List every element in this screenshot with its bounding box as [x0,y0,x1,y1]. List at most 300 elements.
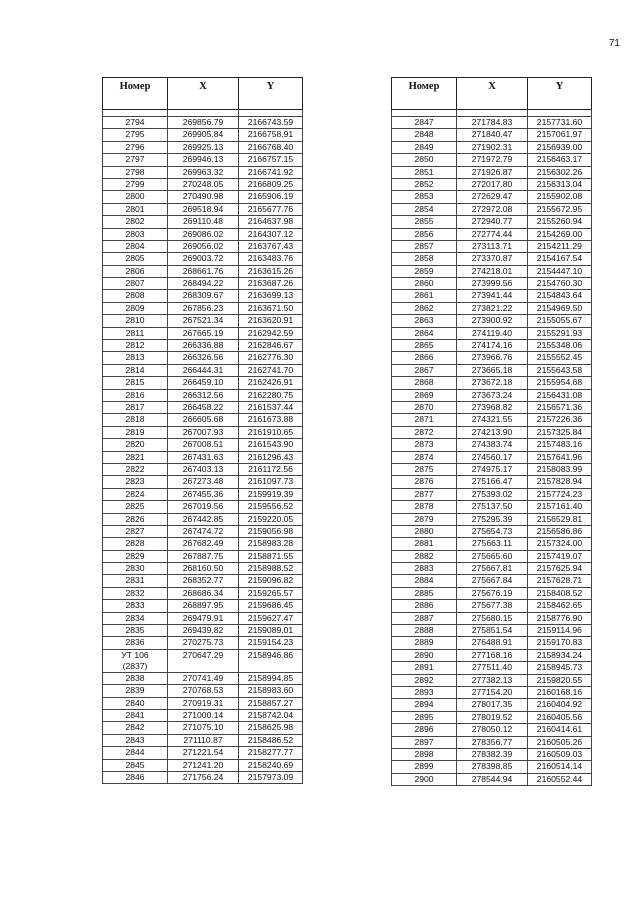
point-number-cell: 2883 [392,563,457,575]
y-coordinate-cell: 2156939.00 [528,141,592,153]
y-coordinate-cell: 2154969.50 [528,302,592,314]
x-coordinate-cell: 271110.87 [168,734,239,746]
point-number-cell: 2804 [103,240,168,252]
x-coordinate-cell: 266312.56 [168,389,239,401]
table-row [103,625,303,637]
point-number-cell: 2860 [392,278,457,290]
table-row [103,253,303,265]
x-coordinate-cell: 269110.48 [168,216,239,228]
header-gap-row [103,110,303,117]
y-coordinate-cell: 2161673.88 [239,414,303,426]
y-coordinate-cell: 2158408.52 [528,587,592,599]
point-number-cell: 2841 [103,709,168,721]
x-coordinate-cell: 267682.49 [168,538,239,550]
y-coordinate-cell: 2160414.61 [528,724,592,736]
y-coordinate-cell: 2159154.23 [239,637,303,649]
y-coordinate-cell: 2161172.56 [239,463,303,475]
table-row [103,166,303,178]
point-number-cell: 2873 [392,439,457,451]
x-coordinate-cell: 271784.83 [457,117,528,129]
point-number-cell: 2814 [103,364,168,376]
table-row [103,401,303,413]
point-number-cell: 2813 [103,352,168,364]
y-coordinate-cell: 2166741.92 [239,166,303,178]
point-number-cell: 2855 [392,216,457,228]
point-number-cell: 2899 [392,761,457,773]
y-coordinate-cell: 2157731.60 [528,117,592,129]
x-coordinate-cell: 275665.60 [457,550,528,562]
table-row [103,178,303,190]
table-row [392,203,592,215]
point-number-cell: 2877 [392,488,457,500]
table-row [392,352,592,364]
table-row [103,352,303,364]
y-coordinate-cell: 2157061.97 [528,129,592,141]
point-number-cell: 2848 [392,129,457,141]
point-number-cell: 2894 [392,699,457,711]
point-number-cell: 2892 [392,674,457,686]
x-coordinate-cell: 266336.88 [168,340,239,352]
point-number-cell: 2897 [392,736,457,748]
y-coordinate-cell: 2155055.67 [528,315,592,327]
y-coordinate-cell: 2158776.90 [528,612,592,624]
point-number-cell: 2879 [392,513,457,525]
point-number-cell: 2812 [103,340,168,352]
y-coordinate-cell: 2154211.29 [528,240,592,252]
x-coordinate-cell: 267442.85 [168,513,239,525]
x-coordinate-cell: 270275.73 [168,637,239,649]
x-coordinate-cell: 269003.72 [168,253,239,265]
x-coordinate-cell: 271840.47 [457,129,528,141]
y-coordinate-cell: 2159686.45 [239,600,303,612]
table-row [103,451,303,463]
table-row [392,216,592,228]
point-number-cell: 2885 [392,587,457,599]
table-row [103,759,303,771]
point-number-cell: 2865 [392,340,457,352]
point-number-cell: 2859 [392,265,457,277]
y-coordinate-cell: 2163699.13 [239,290,303,302]
x-coordinate-cell: 272774.44 [457,228,528,240]
x-coordinate-cell: 269963.32 [168,166,239,178]
x-coordinate-cell: 274383.74 [457,439,528,451]
y-coordinate-cell: 2166757.15 [239,154,303,166]
y-coordinate-cell: 2158240.69 [239,759,303,771]
point-number-cell: 2801 [103,203,168,215]
point-number-cell: 2807 [103,278,168,290]
table-row [392,649,592,661]
y-coordinate-cell: 2160509.03 [528,748,592,760]
point-number-cell: 2871 [392,414,457,426]
point-number-cell: 2843 [103,734,168,746]
table-row [103,488,303,500]
x-coordinate-cell: 273968.82 [457,401,528,413]
y-coordinate-cell: 2159056.98 [239,525,303,537]
table-row [392,253,592,265]
table-row [103,377,303,389]
point-number-cell: 2875 [392,463,457,475]
point-number-cell: 2825 [103,501,168,513]
x-coordinate-cell: 268686.34 [168,587,239,599]
point-number-cell: УТ 106 (2837) [103,649,168,672]
point-number-cell: 2799 [103,178,168,190]
y-coordinate-cell: 2159220.05 [239,513,303,525]
y-coordinate-cell: 2162280.75 [239,389,303,401]
table-row [392,451,592,463]
point-number-cell: 2880 [392,525,457,537]
y-coordinate-cell: 2156431.08 [528,389,592,401]
point-number-cell: 2817 [103,401,168,413]
y-coordinate-cell: 2166809.25 [239,178,303,190]
table-row [103,513,303,525]
y-coordinate-cell: 2164637.98 [239,216,303,228]
y-coordinate-cell: 2162776.30 [239,352,303,364]
y-coordinate-cell: 2161910.65 [239,426,303,438]
table-row [392,414,592,426]
y-coordinate-cell: 2157226.36 [528,414,592,426]
table-row [103,587,303,599]
point-number-cell: 2821 [103,451,168,463]
table-row [392,129,592,141]
y-coordinate-cell: 2156529.81 [528,513,592,525]
point-number-cell: 2845 [103,759,168,771]
x-coordinate-cell: 277154.20 [457,686,528,698]
table-row [392,290,592,302]
table-row [103,501,303,513]
y-coordinate-cell: 2158625.98 [239,722,303,734]
x-coordinate-cell: 274975.17 [457,463,528,475]
y-coordinate-cell: 2162741.70 [239,364,303,376]
point-number-cell: 2876 [392,476,457,488]
y-coordinate-cell: 2156313.04 [528,178,592,190]
y-coordinate-cell: 2164307.12 [239,228,303,240]
y-coordinate-cell: 2162942.59 [239,327,303,339]
x-coordinate-cell: 272017.80 [457,178,528,190]
y-coordinate-cell: 2159089.01 [239,625,303,637]
table-row [392,364,592,376]
y-coordinate-cell: 2160168.16 [528,686,592,698]
table-row [103,426,303,438]
table-row [392,761,592,773]
y-coordinate-cell: 2154843.64 [528,290,592,302]
y-coordinate-cell: 2158983.28 [239,538,303,550]
y-coordinate-cell: 2157641.96 [528,451,592,463]
table-row [103,340,303,352]
point-number-cell: 2818 [103,414,168,426]
x-coordinate-cell: 267665.19 [168,327,239,339]
x-coordinate-cell: 273821.22 [457,302,528,314]
point-number-cell: 2816 [103,389,168,401]
x-coordinate-cell: 271902.31 [457,141,528,153]
x-coordinate-cell: 275166.47 [457,476,528,488]
point-number-cell: 2891 [392,662,457,674]
y-coordinate-cell: 2156571.36 [528,401,592,413]
x-coordinate-cell: 270741.49 [168,672,239,684]
column-header-x: X [168,78,239,110]
x-coordinate-cell: 275851.54 [457,625,528,637]
table-row [103,141,303,153]
x-coordinate-cell: 267474.72 [168,525,239,537]
y-coordinate-cell: 2160405.56 [528,711,592,723]
point-number-cell: 2866 [392,352,457,364]
x-coordinate-cell: 269479.91 [168,612,239,624]
x-coordinate-cell: 268160.50 [168,563,239,575]
point-number-cell: 2863 [392,315,457,327]
point-number-cell: 2836 [103,637,168,649]
point-number-cell: 2820 [103,439,168,451]
point-number-cell: 2864 [392,327,457,339]
column-header-y: Y [239,78,303,110]
point-number-cell: 2884 [392,575,457,587]
x-coordinate-cell: 273900.92 [457,315,528,327]
table-row [392,191,592,203]
table-row [103,265,303,277]
x-coordinate-cell: 266326.56 [168,352,239,364]
y-coordinate-cell: 2163687.26 [239,278,303,290]
point-number-cell: 2811 [103,327,168,339]
y-coordinate-cell: 2158462.65 [528,600,592,612]
point-number-cell: 2898 [392,748,457,760]
table-row [103,734,303,746]
y-coordinate-cell: 2157161.40 [528,501,592,513]
x-coordinate-cell: 269946.13 [168,154,239,166]
table-row [103,685,303,697]
y-coordinate-cell: 2155291.93 [528,327,592,339]
x-coordinate-cell: 273672.18 [457,377,528,389]
x-coordinate-cell: 275667.84 [457,575,528,587]
y-coordinate-cell: 2163620.91 [239,315,303,327]
y-coordinate-cell: 2160404.92 [528,699,592,711]
x-coordinate-cell: 269925.13 [168,141,239,153]
table-row [392,736,592,748]
table-row [392,117,592,129]
point-number-cell: 2842 [103,722,168,734]
x-coordinate-cell: 274213.90 [457,426,528,438]
point-number-cell: 2832 [103,587,168,599]
y-coordinate-cell: 2158083.99 [528,463,592,475]
table-row [103,722,303,734]
table-row [103,637,303,649]
point-number-cell: 2827 [103,525,168,537]
x-coordinate-cell: 272940.77 [457,216,528,228]
x-coordinate-cell: 266458.22 [168,401,239,413]
x-coordinate-cell: 278017.35 [457,699,528,711]
x-coordinate-cell: 269518.94 [168,203,239,215]
point-number-cell: 2857 [392,240,457,252]
x-coordinate-cell: 275654.73 [457,525,528,537]
x-coordinate-cell: 267431.63 [168,451,239,463]
table-row [392,699,592,711]
point-number-cell: 2874 [392,451,457,463]
point-number-cell: 2838 [103,672,168,684]
table-row [392,501,592,513]
point-number-cell: 2856 [392,228,457,240]
y-coordinate-cell: 2156586.86 [528,525,592,537]
y-coordinate-cell: 2163767.43 [239,240,303,252]
x-coordinate-cell: 275295.39 [457,513,528,525]
point-number-cell: 2796 [103,141,168,153]
table-row [392,674,592,686]
point-number-cell: 2822 [103,463,168,475]
y-coordinate-cell: 2156302.26 [528,166,592,178]
y-coordinate-cell: 2159170.83 [528,637,592,649]
point-number-cell: 2840 [103,697,168,709]
point-number-cell: 2853 [392,191,457,203]
x-coordinate-cell: 274174.16 [457,340,528,352]
x-coordinate-cell: 270647.29 [168,649,239,672]
point-number-cell: 2800 [103,191,168,203]
table-row [392,538,592,550]
x-coordinate-cell: 274218.01 [457,265,528,277]
table-row [392,463,592,475]
x-coordinate-cell: 271241.20 [168,759,239,771]
y-coordinate-cell: 2158934.24 [528,649,592,661]
table-row [392,141,592,153]
x-coordinate-cell: 270919.31 [168,697,239,709]
point-number-cell: 2854 [392,203,457,215]
y-coordinate-cell: 2160552.44 [528,773,592,785]
y-coordinate-cell: 2158857.27 [239,697,303,709]
table-row [392,686,592,698]
y-coordinate-cell: 2155643.58 [528,364,592,376]
point-number-cell: 2826 [103,513,168,525]
x-coordinate-cell: 269439.82 [168,625,239,637]
x-coordinate-cell: 268897.95 [168,600,239,612]
point-number-cell: 2900 [392,773,457,785]
table-row [103,154,303,166]
table-row [392,587,592,599]
y-coordinate-cell: 2155348.06 [528,340,592,352]
y-coordinate-cell: 2158486.52 [239,734,303,746]
x-coordinate-cell: 267007.93 [168,426,239,438]
table-row [103,612,303,624]
table-header-row [392,78,592,110]
table-row [103,575,303,587]
point-number-cell: 2893 [392,686,457,698]
column-header-y: Y [528,78,592,110]
table-row [392,748,592,760]
column-header-number: Номер [103,78,168,110]
x-coordinate-cell: 267856.23 [168,302,239,314]
page-number: 71 [608,38,620,49]
table-row [103,117,303,129]
table-row [392,625,592,637]
table-row [103,563,303,575]
y-coordinate-cell: 2155260.94 [528,216,592,228]
point-number-cell: 2819 [103,426,168,438]
y-coordinate-cell: 2159556.52 [239,501,303,513]
x-coordinate-cell: 273370.87 [457,253,528,265]
x-coordinate-cell: 268352.77 [168,575,239,587]
y-coordinate-cell: 2159919.39 [239,488,303,500]
y-coordinate-cell: 2159096.82 [239,575,303,587]
table-row [392,278,592,290]
x-coordinate-cell: 267521.34 [168,315,239,327]
y-coordinate-cell: 2159627.47 [239,612,303,624]
y-coordinate-cell: 2154760.30 [528,278,592,290]
x-coordinate-cell: 267403.13 [168,463,239,475]
x-coordinate-cell: 276488.91 [457,637,528,649]
table-row [392,488,592,500]
point-number-cell: 2795 [103,129,168,141]
y-coordinate-cell: 2160505.26 [528,736,592,748]
point-number-cell: 2849 [392,141,457,153]
x-coordinate-cell: 270768.53 [168,685,239,697]
table-row [392,711,592,723]
table-row [103,327,303,339]
table-row [103,191,303,203]
point-number-cell: 2882 [392,550,457,562]
point-number-cell: 2828 [103,538,168,550]
point-number-cell: 2867 [392,364,457,376]
x-coordinate-cell: 271926.87 [457,166,528,178]
x-coordinate-cell: 269905.84 [168,129,239,141]
table-row [392,315,592,327]
y-coordinate-cell: 2158945.73 [528,662,592,674]
x-coordinate-cell: 272629.47 [457,191,528,203]
table-row [103,538,303,550]
x-coordinate-cell: 271000.14 [168,709,239,721]
y-coordinate-cell: 2154269.00 [528,228,592,240]
table-row [103,228,303,240]
x-coordinate-cell: 267019.56 [168,501,239,513]
point-number-cell: 2851 [392,166,457,178]
x-coordinate-cell: 269856.79 [168,117,239,129]
table-row [392,575,592,587]
table-row [392,302,592,314]
x-coordinate-cell: 266444.31 [168,364,239,376]
table-row [103,771,303,783]
point-number-cell: 2810 [103,315,168,327]
point-number-cell: 2834 [103,612,168,624]
y-coordinate-cell: 2163483.76 [239,253,303,265]
x-coordinate-cell: 277168.16 [457,649,528,661]
point-number-cell: 2888 [392,625,457,637]
x-coordinate-cell: 273966.76 [457,352,528,364]
point-number-cell: 2829 [103,550,168,562]
table-row [103,216,303,228]
y-coordinate-cell: 2161543.90 [239,439,303,451]
table-row [392,377,592,389]
table-row [103,600,303,612]
y-coordinate-cell: 2158946.86 [239,649,303,672]
y-coordinate-cell: 2161097.73 [239,476,303,488]
table-row [392,439,592,451]
point-number-cell: 2809 [103,302,168,314]
y-coordinate-cell: 2162846.67 [239,340,303,352]
point-number-cell: 2794 [103,117,168,129]
y-coordinate-cell: 2157625.94 [528,563,592,575]
x-coordinate-cell: 277382.13 [457,674,528,686]
y-coordinate-cell: 2158994.85 [239,672,303,684]
x-coordinate-cell: 266459.10 [168,377,239,389]
point-number-cell: 2878 [392,501,457,513]
point-number-cell: 2890 [392,649,457,661]
point-number-cell: 2861 [392,290,457,302]
point-number-cell: 2803 [103,228,168,240]
table-row [103,302,303,314]
table-row [103,709,303,721]
y-coordinate-cell: 2155902.08 [528,191,592,203]
point-number-cell: 2823 [103,476,168,488]
table-row [103,649,303,672]
y-coordinate-cell: 2165677.76 [239,203,303,215]
x-coordinate-cell: 271075.10 [168,722,239,734]
y-coordinate-cell: 2154447.10 [528,265,592,277]
point-number-cell: 2797 [103,154,168,166]
x-coordinate-cell: 278544.94 [457,773,528,785]
table-row [392,340,592,352]
